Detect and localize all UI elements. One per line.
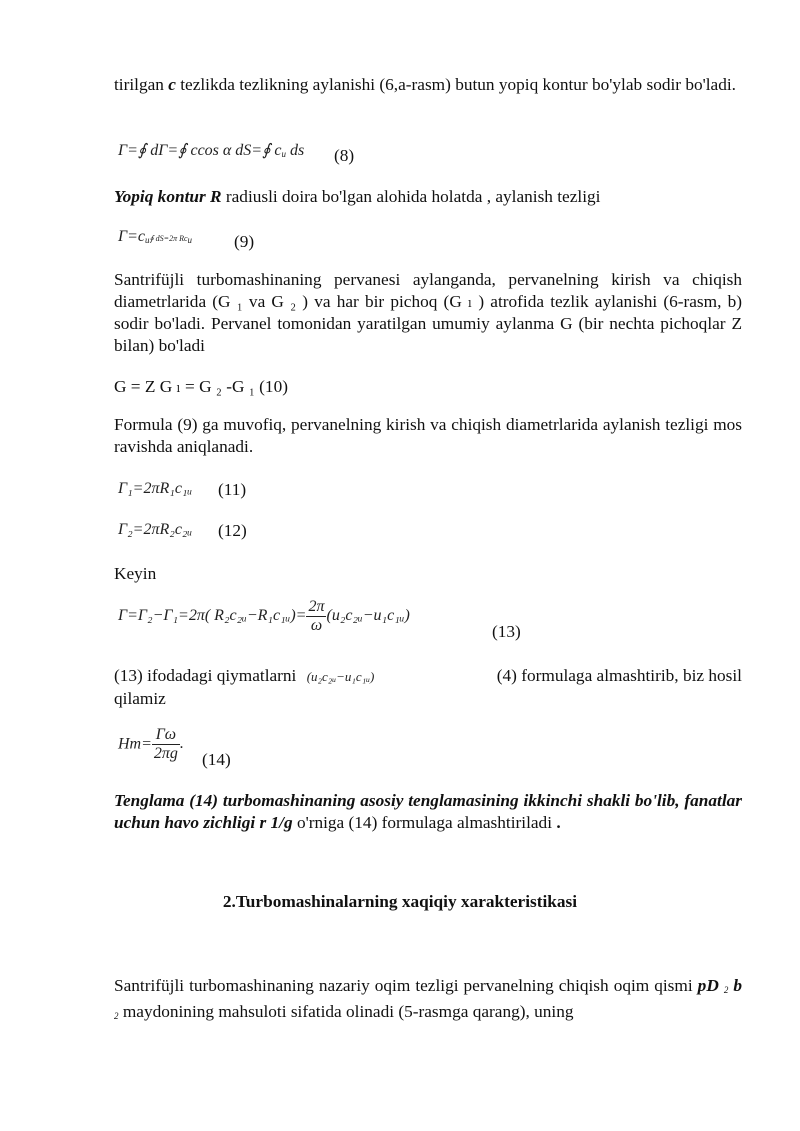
section-heading: 2.Turbomashinalarning xaqiqiy xarakteristikasi	[222, 892, 578, 911]
p5-expr: (u₂c₂ᵤ−u₁c₁ᵤ)	[306, 669, 375, 684]
eq14-number: (14)	[202, 750, 231, 769]
eq13-left: Γ=Γ₂−Γ₁=2π( R₂c₂ᵤ−R₁c₁ᵤ)=	[118, 607, 307, 625]
eq8-sub: u	[281, 149, 287, 159]
p5-text-b: (4) formulaga almashtirib, biz hosil	[496, 666, 742, 685]
eq9-tail-sub: u	[187, 235, 193, 245]
p1-text-b: tezlikda tezlikning aylanishi (6,a-rasm) butun yopiq kontur bo'ylab sodir bo'ladi.	[175, 75, 736, 94]
p6-end: .	[552, 813, 561, 832]
eq11-number: (11)	[218, 480, 247, 499]
paragraph-7	[114, 975, 742, 1027]
eq14-frac-bot: 2πg	[153, 745, 178, 762]
paragraph-5	[114, 665, 742, 710]
equation-9	[118, 228, 255, 251]
eq11-body: Γ₁=2πR₁c₁ᵤ	[118, 480, 193, 497]
p2-bold: Yopiq kontur R	[114, 187, 222, 206]
eq14-fraction	[152, 726, 180, 763]
eq13-frac-top: 2π	[308, 598, 325, 615]
eq8-tail: ds	[286, 142, 305, 159]
paragraph-4: Formula (9) ga muvofiq, pervanelning kirish va chiqish diametrlarida aylanish tezligi mos ravishda aniqlanadi.	[114, 415, 742, 456]
eq9-body: Γ=c	[118, 228, 145, 245]
p6-bold: Tenglama (14) turbomashinaning asosiy tenglamasining ikkinchi shakli bo'lib, fanatlar uchun havo zichligi r 1/g	[114, 791, 742, 832]
eq13-number: (13)	[492, 622, 521, 641]
equation-13	[118, 598, 521, 641]
equation-10: G = Z G ₗ = G ₂ -G ₁ (10)	[114, 377, 288, 396]
eq12-number: (12)	[218, 521, 247, 540]
eq9-sub: u	[145, 235, 150, 245]
eq9-tail: ∮ dS=2π Rc	[149, 234, 188, 243]
p1-var-c: c	[168, 75, 176, 94]
equation-14	[118, 726, 231, 769]
paragraph-3: Santrifüjli turbomashinaning pervanesi aylanganda, pervanelning kirish va chiqish diametrlarida (G ₁ va G ₂ ) va har bir pichoq (G ₗ ) atrofida tezlik aylanishi (6-rasm, b) sodir bo'ladi. Pervanel tomonidan yaratilgan umumiy aylanma G (bir nechta pichoqlar Z bilan) bo'ladi	[114, 270, 742, 355]
p7-var-b: b	[733, 976, 742, 995]
eq8-number: (8)	[334, 146, 355, 165]
p7-var-pd: pD	[697, 976, 719, 995]
p7-text-a: Santrifüjli turbomashinaning nazariy oqim tezligi pervanelning chiqish oqim qismi	[114, 976, 698, 995]
eq14-frac-top: Γω	[152, 726, 180, 745]
keyin-text: Keyin	[114, 564, 157, 583]
eq9-number: (9)	[234, 232, 255, 251]
equation-12	[118, 521, 247, 540]
eq13-right: (u₂c₂ᵤ−u₁c₁ᵤ)	[326, 607, 410, 625]
p7-text-c: maydonining mahsuloti sifatida olinadi (5-rasmga qarang), uning	[122, 1002, 574, 1021]
p5-text-c: qilamiz	[114, 689, 166, 708]
p6-rest: o'rniga (14) formulaga almashtiriladi	[292, 813, 552, 832]
eq14-dot: .	[179, 735, 184, 753]
paragraph-6	[114, 790, 742, 834]
eq13-fraction	[306, 598, 326, 635]
paragraph-1	[114, 74, 742, 96]
eq13-frac-bot: ω	[310, 617, 323, 634]
p7-sub-2: 2	[114, 1011, 119, 1021]
equation-8	[118, 140, 355, 165]
p7-sub-1: 2	[723, 985, 729, 995]
p1-text-a: tirilgan	[114, 75, 169, 94]
eq8-body: Γ=∮ dΓ=∮ ccos α dS=∮ c	[118, 142, 282, 159]
eq12-body: Γ₂=2πR₂c₂ᵤ	[118, 521, 193, 538]
p2-rest: radiusli doira bo'lgan alohida holatda , aylanish tezligi	[221, 187, 601, 206]
equation-11	[118, 480, 247, 499]
eq14-left: Hm=	[118, 735, 152, 753]
paragraph-2	[114, 186, 742, 208]
p5-text-a: (13) ifodadagi qiymatlarni	[114, 666, 297, 685]
